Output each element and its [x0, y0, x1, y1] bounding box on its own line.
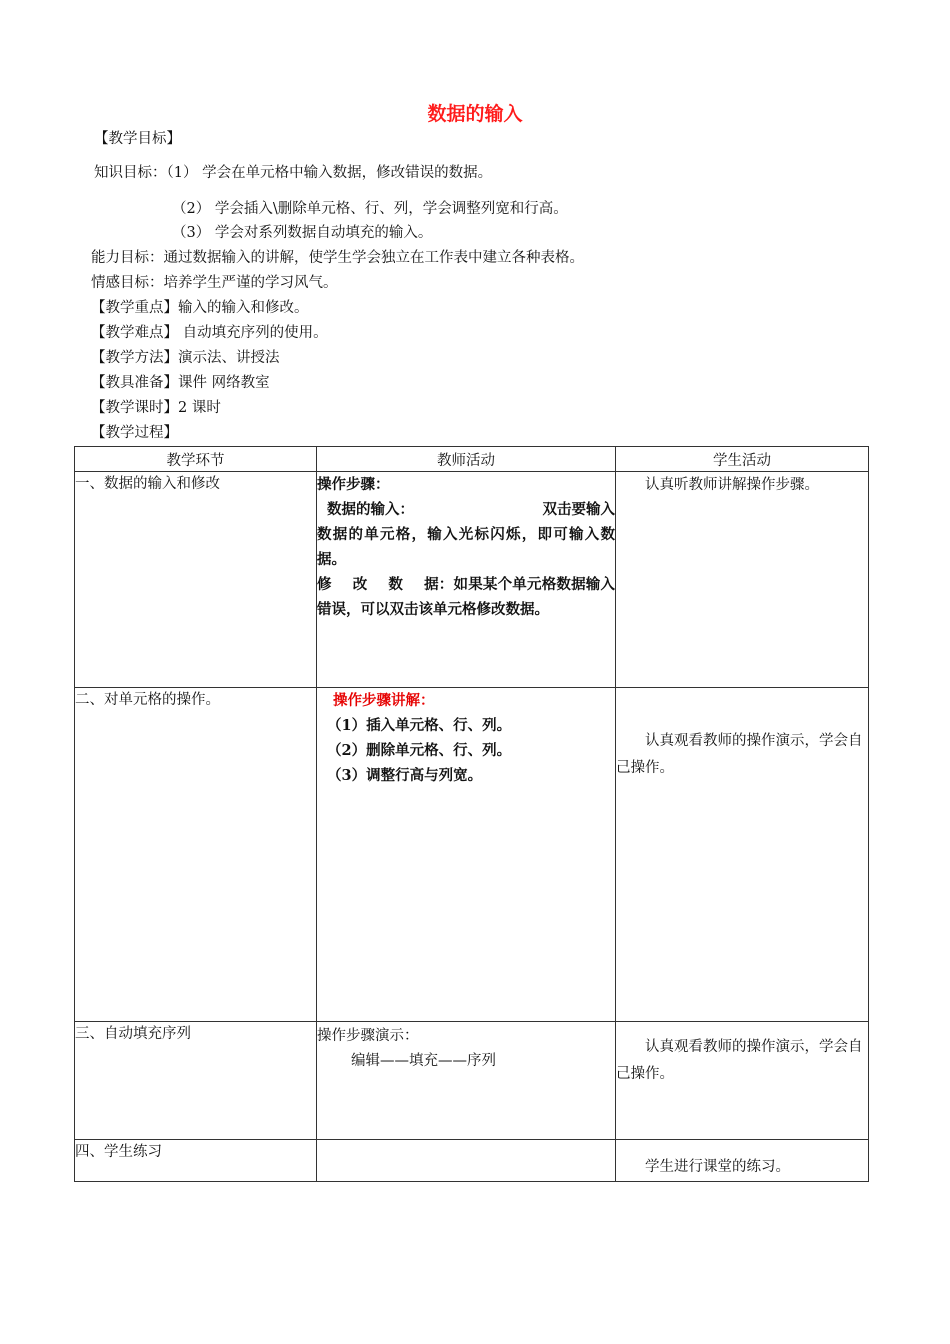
column-header-teacher: 教师活动 [317, 447, 616, 472]
column-header-stage: 教学环节 [75, 447, 317, 472]
stage-cell: 三、自动填充序列 [75, 1022, 317, 1140]
page-title: 数据的输入 [427, 103, 523, 125]
table-row [75, 1022, 869, 1140]
input-step-text: 数据的单元格，输入光标闪烁，即可输入数据。 [317, 526, 615, 568]
teaching-method: 【教学方法】演示法、讲授法 [91, 350, 280, 366]
knowledge-objective-3: （3） 学会对系列数据自动填充的输入。 [172, 225, 433, 241]
modify-step-text: 如果某个单元格数据输入错误，可以双击该单元格修改数据。 [317, 576, 616, 618]
table-row [75, 688, 869, 1022]
teacher-step-item: （2）删除单元格、行、列。 [327, 742, 512, 759]
teaching-process-table [74, 446, 869, 1182]
student-activity-cell: 认真观看教师的操作演示，学会自己操作。 [616, 1022, 869, 1140]
teacher-activity-cell [317, 1022, 616, 1140]
stage-cell: 四、学生练习 [75, 1140, 317, 1182]
knowledge-objective-1: 知识目标：（1） 学会在单元格中输入数据，修改错误的数据。 [94, 165, 493, 181]
teacher-step-item: （1）插入单元格、行、列。 [327, 717, 512, 734]
menu-path: 编辑——填充——序列 [351, 1053, 496, 1069]
input-step-rest: 双击要输入 [542, 501, 615, 518]
stage-cell: 二、对单元格的操作。 [75, 688, 317, 1022]
ability-objective: 能力目标：通过数据输入的讲解，使学生学会独立在工作表中建立各种表格。 [91, 250, 584, 266]
difficulty: 【教学难点】 自动填充序列的使用。 [91, 325, 328, 341]
teacher-step-heading: 操作步骤： [317, 476, 390, 493]
teacher-activity-cell [317, 688, 616, 1022]
teacher-activity-cell [317, 472, 616, 688]
teaching-tools: 【教具准备】课件 网络教室 [91, 375, 270, 391]
knowledge-objective-2: （2） 学会插入\删除单元格、行、列，学会调整列宽和行高。 [172, 201, 568, 217]
student-activity-cell: 认真听教师讲解操作步骤。 [616, 472, 869, 688]
table-header-row [75, 447, 869, 472]
input-step-label: 数据的输入： [327, 501, 414, 518]
column-header-student: 学生活动 [616, 447, 869, 472]
modify-step [317, 572, 615, 622]
teacher-activity-cell [317, 1140, 616, 1182]
teacher-step-heading: 操作步骤演示： [317, 1028, 419, 1044]
objectives-heading: 【教学目标】 [94, 131, 181, 147]
teacher-step-item: （3）调整行高与列宽。 [327, 767, 483, 784]
key-point: 【教学重点】输入的输入和修改。 [91, 300, 309, 316]
student-activity-cell: 学生进行课堂的练习。 [616, 1140, 869, 1182]
process-heading: 【教学过程】 [91, 425, 178, 441]
emotion-objective: 情感目标：培养学生严谨的学习风气。 [91, 275, 338, 291]
modify-step-label: 修 改 数 据： [317, 576, 454, 593]
table-row [75, 472, 869, 688]
table-row [75, 1140, 869, 1182]
student-activity-cell: 认真观看教师的操作演示，学会自己操作。 [616, 688, 869, 1022]
teacher-step-heading: 操作步骤讲解： [333, 692, 435, 709]
stage-cell: 一、数据的输入和修改 [75, 472, 317, 688]
class-hours: 【教学课时】2 课时 [91, 400, 221, 416]
input-step-line [317, 497, 615, 522]
